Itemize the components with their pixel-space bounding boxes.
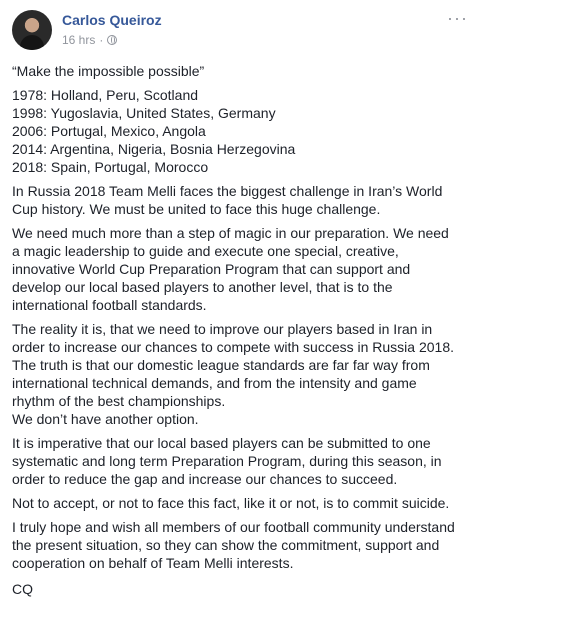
text-line: order to increase our chances to compete with success in Russia 2018. (12, 339, 455, 355)
text-line: innovative World Cup Preparation Program that can support and (12, 261, 411, 277)
text-line: I truly hope and wish all members of our football community understand (12, 519, 455, 535)
author-name[interactable]: Carlos Queiroz (62, 12, 162, 28)
text-line: The reality it is, that we need to improve our players based in Iran in (12, 321, 433, 337)
meta-separator: · (99, 33, 104, 47)
paragraph-hope (12, 518, 468, 572)
more-options-icon[interactable]: ··· (447, 8, 468, 28)
post-meta (62, 33, 117, 47)
text-line: In Russia 2018 Team Melli faces the biggest challenge in Iran’s World (12, 183, 443, 199)
author-avatar[interactable] (12, 10, 52, 50)
text-line: It is imperative that our local based players can be submitted to one (12, 435, 431, 451)
post-timestamp[interactable]: 16 hrs (62, 33, 96, 47)
quote-line: “Make the impossible possible” (12, 63, 205, 79)
text-line: We need much more than a step of magic in our preparation. We need (12, 225, 449, 241)
text-line: cooperation on behalf of Team Melli interests. (12, 555, 294, 571)
text-line: We don’t have another option. (12, 411, 199, 427)
paragraph-imperative (12, 434, 468, 488)
text-line: develop our local based players to another level, that is to the (12, 279, 393, 295)
paragraph-reality (12, 320, 468, 428)
text-line: the present situation, so they can show the commitment, support and (12, 537, 440, 553)
text-line: Not to accept, or not to face this fact, like it or not, is to commit suicide. (12, 495, 450, 511)
signoff-text: CQ (12, 581, 33, 597)
paragraph-russia-2018 (12, 182, 468, 218)
world-cup-list (12, 86, 468, 176)
text-line: The truth is that our domestic league standards are far far way from (12, 357, 430, 373)
paragraph-accept (12, 494, 468, 512)
text-line: international football standards. (12, 297, 207, 313)
list-item: 2006: Portugal, Mexico, Angola (12, 123, 206, 139)
paragraph-preparation (12, 224, 468, 314)
text-line: Cup history. We must be united to face this huge challenge. (12, 201, 381, 217)
list-item: 1998: Yugoslavia, United States, Germany (12, 105, 276, 121)
text-line: a magic leadership to guide and execute one special, creative, (12, 243, 399, 259)
list-item: 2014: Argentina, Nigeria, Bosnia Herzegovina (12, 141, 296, 157)
list-item: 2018: Spain, Portugal, Morocco (12, 159, 209, 175)
quote-paragraph (12, 62, 468, 80)
globe-icon[interactable] (107, 35, 117, 45)
signoff (12, 580, 468, 598)
list-item: 1978: Holland, Peru, Scotland (12, 87, 199, 103)
post-content (12, 62, 468, 604)
text-line: order to reduce the gap and increase our chances to succeed. (12, 471, 398, 487)
text-line: systematic and long term Preparation Program, during this season, in (12, 453, 442, 469)
text-line: international technical demands, and from the intensity and game (12, 375, 417, 391)
text-line: rhythm of the best championships. (12, 393, 226, 409)
